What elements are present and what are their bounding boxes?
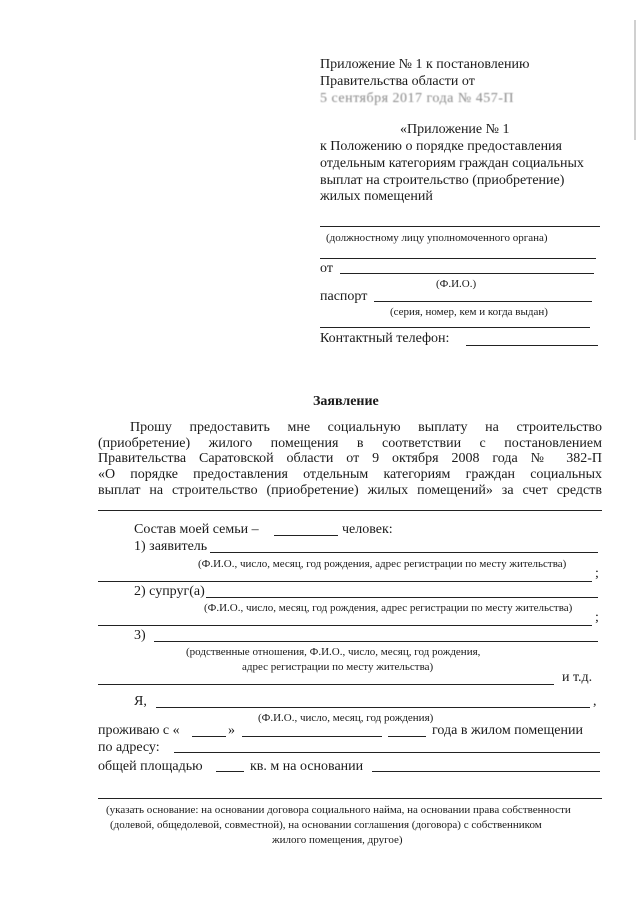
ya-name-line <box>156 707 590 708</box>
passport-hint: (серия, номер, кем и когда выдан) <box>390 306 548 318</box>
live-from-label: проживаю с « <box>98 723 180 738</box>
applicant-semicolon: ; <box>595 566 599 581</box>
body-line-3: Правительства Саратовской области от 9 октября 2008 года № 382-П <box>98 451 602 466</box>
fio-hint: (Ф.И.О.) <box>436 278 477 290</box>
basis-line-2 <box>98 798 602 799</box>
applicant-label: 1) заявитель <box>134 539 208 554</box>
official-hint: (должностному лицу уполномоченного органа) <box>326 232 548 244</box>
scan-edge-shadow <box>634 20 636 140</box>
address-label: по адресу: <box>98 740 160 755</box>
applicant-line <box>210 552 598 553</box>
document-title: Заявление <box>313 394 379 409</box>
spouse-line-2 <box>98 625 592 626</box>
live-month-line <box>242 736 382 737</box>
appendix-line-5: жилых помещений <box>320 189 433 204</box>
official-line-2 <box>320 258 596 259</box>
live-year-text: года в жилом помещении <box>432 723 583 738</box>
family-suffix: человек: <box>342 522 393 537</box>
area-prefix: общей площадью <box>98 759 203 774</box>
ya-hint: (Ф.И.О., число, месяц, год рождения) <box>258 712 434 724</box>
live-year-line <box>388 736 426 737</box>
body-line-5: выплат на строительство (приобретение) жилых помещений» за счет средств <box>98 483 602 498</box>
from-name-line <box>340 273 594 274</box>
basis-hint-3: жилого помещения, другое) <box>272 834 403 846</box>
body-line-2: (приобретение) жилого помещения в соответствии с постановлением <box>98 436 602 451</box>
family-prefix: Состав моей семьи – <box>134 522 259 537</box>
header-date-stamp: 5 сентября 2017 года № 457-П <box>320 91 514 106</box>
basis-hint-1: (указать основание: на основании договора социального найма, на основании права собственности <box>106 804 571 816</box>
spouse-label: 2) супруг(а) <box>134 584 205 599</box>
ya-label: Я, <box>134 694 147 709</box>
basis-hint-2: (долевой, общедолевой, совместной), на основании соглашения (договора) с собственником <box>110 819 542 831</box>
header-line-2: Правительства области от <box>320 74 475 89</box>
body-line-1: Прошу предоставить мне социальную выплату на строительство <box>130 420 602 435</box>
third-member-hint-1: (родственные отношения, Ф.И.О., число, месяц, год рождения, <box>186 646 481 658</box>
body-line-4: «О порядке предоставления отдельным категориям граждан социальных <box>98 467 602 482</box>
passport-line <box>374 301 592 302</box>
funds-source-line <box>98 510 602 511</box>
passport-label: паспорт <box>320 289 368 304</box>
phone-line <box>466 345 598 346</box>
applicant-line-2 <box>98 581 592 582</box>
applicant-hint: (Ф.И.О., число, месяц, год рождения, адрес регистрации по месту жительства) <box>198 558 567 570</box>
spouse-line <box>206 597 598 598</box>
appendix-line-2: к Положению о порядке предоставления <box>320 139 562 154</box>
header-line-1: Приложение № 1 к постановлению <box>320 57 530 72</box>
third-member-line <box>154 641 598 642</box>
address-line <box>174 752 600 753</box>
official-line <box>320 226 600 227</box>
passport-line-2 <box>320 327 590 328</box>
spouse-hint: (Ф.И.О., число, месяц, год рождения, адрес регистрации по месту жительства) <box>204 602 573 614</box>
area-value-line <box>216 771 244 772</box>
third-member-hint-2: адрес регистрации по месту жительства) <box>242 661 434 673</box>
phone-label: Контактный телефон: <box>320 331 450 346</box>
appendix-line-4: выплат на строительство (приобретение) <box>320 173 565 188</box>
spouse-semicolon: ; <box>595 610 599 625</box>
basis-line <box>372 771 600 772</box>
appendix-line-1: «Приложение № 1 <box>400 122 510 137</box>
ya-comma: , <box>593 694 597 709</box>
etc-text: и т.д. <box>562 670 593 685</box>
third-member-line-2 <box>98 684 554 685</box>
third-member-label: 3) <box>134 628 146 643</box>
from-label: от <box>320 261 333 276</box>
live-day-line <box>192 736 226 737</box>
appendix-line-3: отдельным категориям граждан социальных <box>320 156 584 171</box>
family-count-line <box>274 535 338 536</box>
live-quote-close: » <box>228 723 235 738</box>
area-mid: кв. м на основании <box>250 759 364 774</box>
